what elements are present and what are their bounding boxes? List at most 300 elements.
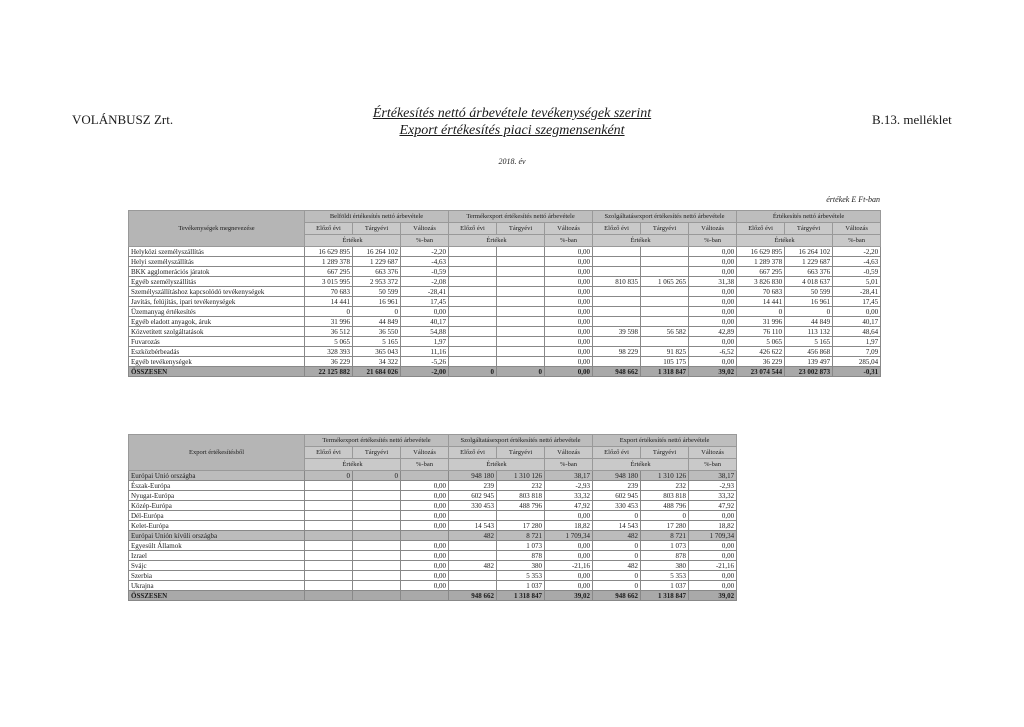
table-cell: 42,89	[689, 327, 737, 337]
table-cell: -2,20	[401, 247, 449, 257]
table-cell: 667 295	[305, 267, 353, 277]
percent-header: %-ban	[401, 235, 449, 247]
prev-year-header: Előző évi	[449, 223, 497, 235]
change-header: Változás	[401, 447, 449, 459]
row-label: Javítás, felújítás, ipari tevékenységek	[129, 297, 305, 307]
table-cell: 31 996	[305, 317, 353, 327]
table-row	[129, 297, 881, 307]
table-cell	[353, 571, 401, 581]
table1-group-header: Szolgáltatásexport értékesítés nettó árbevétele	[593, 211, 737, 223]
values-header: Értékek	[305, 235, 401, 247]
table-cell: 17,45	[833, 297, 881, 307]
prev-year-header: Előző évi	[305, 223, 353, 235]
table-cell: 1 709,34	[545, 531, 593, 541]
table-cell: -2,93	[689, 481, 737, 491]
table-cell: 482	[449, 561, 497, 571]
table-cell: 50 599	[785, 287, 833, 297]
row-label: Személyszállításhoz kapcsolódó tevékenységek	[129, 287, 305, 297]
table-cell: -28,41	[401, 287, 449, 297]
row-label: Európai Unió országba	[129, 471, 305, 481]
table-cell: 0,00	[545, 287, 593, 297]
table-cell: -21,16	[689, 561, 737, 571]
table-cell: 16 961	[353, 297, 401, 307]
table-row	[129, 317, 881, 327]
table-cell: 5 065	[737, 337, 785, 347]
current-year-header: Tárgyévi	[497, 447, 545, 459]
row-label: ÖSSZESEN	[129, 591, 305, 601]
prev-year-header: Előző évi	[737, 223, 785, 235]
table-cell: 0,00	[545, 257, 593, 267]
total-row	[129, 591, 737, 601]
table-cell: 285,04	[833, 357, 881, 367]
percent-header: %-ban	[545, 235, 593, 247]
table-cell: -5,26	[401, 357, 449, 367]
table-cell: 488 796	[497, 501, 545, 511]
table-cell: 0,00	[689, 297, 737, 307]
table-cell: 1 073	[641, 541, 689, 551]
table-cell	[641, 317, 689, 327]
table-cell	[449, 511, 497, 521]
table-cell: 0,00	[401, 581, 449, 591]
table-cell: 0,00	[689, 267, 737, 277]
table-cell	[593, 247, 641, 257]
table-cell	[497, 511, 545, 521]
table-cell: 39,02	[689, 367, 737, 377]
annex-label: B.13. melléklet	[872, 112, 952, 127]
row-label: Izrael	[129, 551, 305, 561]
row-label: Észak-Európa	[129, 481, 305, 491]
table-cell: 0,00	[545, 307, 593, 317]
table-cell	[497, 267, 545, 277]
table1-group-header: Belföldi értékesítés nettó árbevétele	[305, 211, 449, 223]
values-header: Értékek	[449, 459, 545, 471]
table-cell: -0,59	[401, 267, 449, 277]
table-cell	[353, 561, 401, 571]
table-cell: 0,00	[401, 571, 449, 581]
table-cell: 91 825	[641, 347, 689, 357]
table-cell	[449, 541, 497, 551]
activities-revenue-table	[128, 210, 881, 377]
table-cell: -2,93	[545, 481, 593, 491]
table-cell	[497, 357, 545, 367]
table-cell: 0	[785, 307, 833, 317]
table-cell	[497, 297, 545, 307]
table-cell	[305, 561, 353, 571]
table-cell: 482	[449, 531, 497, 541]
table-cell	[449, 571, 497, 581]
table-cell: 380	[641, 561, 689, 571]
table-cell	[449, 297, 497, 307]
table-cell: 0	[449, 367, 497, 377]
table-cell: 47,92	[689, 501, 737, 511]
table-cell	[305, 481, 353, 491]
table-cell: 0	[593, 551, 641, 561]
row-label: Európai Unión kívüli országba	[129, 531, 305, 541]
current-year-header: Tárgyévi	[641, 223, 689, 235]
table-cell: 0	[641, 511, 689, 521]
change-header: Változás	[545, 223, 593, 235]
table-cell: 0,00	[545, 297, 593, 307]
table-cell: 23 074 544	[737, 367, 785, 377]
table-cell	[593, 257, 641, 267]
table-cell: 0,00	[401, 541, 449, 551]
table-cell: -6,52	[689, 347, 737, 357]
table-cell: 139 497	[785, 357, 833, 367]
table-cell: 380	[497, 561, 545, 571]
unit-note: értékek E Ft-ban	[826, 195, 880, 204]
table-cell	[305, 521, 353, 531]
table-cell	[305, 501, 353, 511]
table-row	[129, 267, 881, 277]
document-subtitle: Export értékesítés piaci szegmensenként	[399, 123, 625, 138]
prev-year-header: Előző évi	[593, 223, 641, 235]
table-cell	[353, 531, 401, 541]
table-cell: 330 453	[593, 501, 641, 511]
table-cell	[497, 317, 545, 327]
row-label: Egyéb tevékenységek	[129, 357, 305, 367]
table-cell: 17 280	[497, 521, 545, 531]
table-cell	[593, 267, 641, 277]
table2-group-header: Termékexport értékesítés nettó árbevétele	[305, 435, 449, 447]
table-row	[129, 481, 737, 491]
table-cell	[497, 287, 545, 297]
table-cell: 0,00	[689, 357, 737, 367]
table-cell: -21,16	[545, 561, 593, 571]
table-cell: 948 180	[593, 471, 641, 481]
table-cell: 0,00	[689, 541, 737, 551]
table-cell: 40,17	[401, 317, 449, 327]
table-cell	[305, 541, 353, 551]
table-cell	[449, 287, 497, 297]
table-cell: 8 721	[641, 531, 689, 541]
table-cell: 1,97	[833, 337, 881, 347]
table-cell: 948 662	[593, 591, 641, 601]
table-cell: 0,00	[689, 511, 737, 521]
table-cell: 16 264 102	[785, 247, 833, 257]
table-cell: 0,00	[689, 257, 737, 267]
table-cell	[641, 297, 689, 307]
table-cell: 0,00	[689, 287, 737, 297]
table-cell: 18,82	[545, 521, 593, 531]
table-cell: 1 310 126	[641, 471, 689, 481]
row-label: Svájc	[129, 561, 305, 571]
change-header: Változás	[689, 447, 737, 459]
table-cell	[497, 347, 545, 357]
table-cell: 4 018 637	[785, 277, 833, 287]
table-cell	[401, 531, 449, 541]
table-row	[129, 521, 737, 531]
table-cell: -2,20	[833, 247, 881, 257]
table-cell	[305, 571, 353, 581]
total-row	[129, 367, 881, 377]
table-cell: 16 629 895	[305, 247, 353, 257]
table-cell: 1 318 847	[641, 591, 689, 601]
table-cell: 878	[497, 551, 545, 561]
table-cell: -28,41	[833, 287, 881, 297]
table-cell: 38,17	[545, 471, 593, 481]
table-cell	[353, 481, 401, 491]
table-row	[129, 581, 737, 591]
table-cell	[449, 327, 497, 337]
table-row	[129, 277, 881, 287]
table-cell: 36 550	[353, 327, 401, 337]
table-cell: 39 598	[593, 327, 641, 337]
row-label: Egyéb személyszállítás	[129, 277, 305, 287]
table-cell: 1 289 378	[737, 257, 785, 267]
table-cell: 456 868	[785, 347, 833, 357]
table-cell: 8 721	[497, 531, 545, 541]
table-cell: 232	[641, 481, 689, 491]
table-cell	[353, 551, 401, 561]
table-cell: 0,00	[401, 491, 449, 501]
table-row	[129, 511, 737, 521]
prev-year-header: Előző évi	[305, 447, 353, 459]
table-cell: 5,01	[833, 277, 881, 287]
table-row	[129, 337, 881, 347]
table-row	[129, 571, 737, 581]
table-cell	[449, 307, 497, 317]
table-cell: 0,00	[545, 347, 593, 357]
row-label: Dél-Európa	[129, 511, 305, 521]
table-cell	[497, 307, 545, 317]
table-cell: 36 229	[737, 357, 785, 367]
table-cell: 0	[593, 541, 641, 551]
table-cell: 1 229 687	[353, 257, 401, 267]
table-cell: 1 037	[641, 581, 689, 591]
table-cell: 803 818	[497, 491, 545, 501]
table-cell: 0	[497, 367, 545, 377]
table-cell: 23 002 873	[785, 367, 833, 377]
percent-header: %-ban	[401, 459, 449, 471]
table-cell: 7,09	[833, 347, 881, 357]
table-cell	[305, 491, 353, 501]
table-cell	[449, 337, 497, 347]
percent-header: %-ban	[689, 459, 737, 471]
table-cell: 14 543	[593, 521, 641, 531]
table-cell: 56 582	[641, 327, 689, 337]
table-cell: 0	[353, 307, 401, 317]
table-cell: 0	[305, 307, 353, 317]
table-row	[129, 551, 737, 561]
table-row	[129, 257, 881, 267]
table-cell: 0	[737, 307, 785, 317]
table-cell	[305, 581, 353, 591]
table-cell: 14 441	[305, 297, 353, 307]
table-cell: 14 441	[737, 297, 785, 307]
prev-year-header: Előző évi	[449, 447, 497, 459]
table-cell	[497, 257, 545, 267]
values-header: Értékek	[737, 235, 833, 247]
table-cell	[305, 531, 353, 541]
table-cell: 365 043	[353, 347, 401, 357]
table-row	[129, 541, 737, 551]
table-row	[129, 327, 881, 337]
table-cell: 1 229 687	[785, 257, 833, 267]
table-cell	[449, 317, 497, 327]
table-cell: 0,00	[833, 307, 881, 317]
table-cell: 17,45	[401, 297, 449, 307]
table-cell: 0,00	[401, 481, 449, 491]
table-cell: 34 322	[353, 357, 401, 367]
values-header: Értékek	[593, 235, 689, 247]
table-cell: 0	[593, 511, 641, 521]
table-cell: 70 683	[737, 287, 785, 297]
table-cell: 21 684 026	[353, 367, 401, 377]
table-cell: 0,00	[689, 307, 737, 317]
table-cell: 0,00	[545, 357, 593, 367]
table-cell: 0,00	[545, 367, 593, 377]
document-title: Értékesítés nettó árbevétele tevékenységek szerint	[372, 106, 652, 121]
table-cell: 0,00	[545, 247, 593, 257]
table-row	[129, 491, 737, 501]
table2-header	[129, 435, 737, 471]
table-cell: 0,00	[689, 551, 737, 561]
table-cell	[449, 581, 497, 591]
table-cell: 16 264 102	[353, 247, 401, 257]
table-cell: 113 132	[785, 327, 833, 337]
table-cell: 0,00	[545, 541, 593, 551]
table-cell	[305, 511, 353, 521]
table-cell	[641, 307, 689, 317]
table-cell: -2,08	[401, 277, 449, 287]
table-row	[129, 357, 881, 367]
table-cell	[641, 267, 689, 277]
table-cell: 0,00	[689, 247, 737, 257]
table-cell	[353, 501, 401, 511]
table-cell	[593, 287, 641, 297]
table-cell: -0,59	[833, 267, 881, 277]
table-cell	[497, 337, 545, 347]
table2-group-header: Export értékesítés nettó árbevétele	[593, 435, 737, 447]
table-cell	[353, 491, 401, 501]
table-cell: 1 318 847	[497, 591, 545, 601]
table-cell	[641, 287, 689, 297]
row-label: Nyugat-Európa	[129, 491, 305, 501]
table-cell	[641, 247, 689, 257]
table-cell: 0,00	[545, 551, 593, 561]
current-year-header: Tárgyévi	[497, 223, 545, 235]
table-cell: 1 310 126	[497, 471, 545, 481]
table-cell	[305, 551, 353, 561]
row-label: ÖSSZESEN	[129, 367, 305, 377]
current-year-header: Tárgyévi	[353, 223, 401, 235]
table-cell: 22 125 882	[305, 367, 353, 377]
table2-body	[129, 471, 737, 601]
table-cell: 16 629 895	[737, 247, 785, 257]
table-cell: 105 175	[641, 357, 689, 367]
table-cell: 39,02	[689, 591, 737, 601]
table-cell: 948 662	[449, 591, 497, 601]
table-cell: 2 953 372	[353, 277, 401, 287]
table-cell: 1 289 378	[305, 257, 353, 267]
table-cell: 0	[593, 581, 641, 591]
table-cell	[593, 297, 641, 307]
row-label: Közép-Európa	[129, 501, 305, 511]
table-cell	[449, 551, 497, 561]
table-cell: 0,00	[545, 317, 593, 327]
row-label: Helyi személyszállítás	[129, 257, 305, 267]
table-cell: 33,32	[545, 491, 593, 501]
table-cell: 5 165	[785, 337, 833, 347]
table-row	[129, 347, 881, 357]
prev-year-header: Előző évi	[593, 447, 641, 459]
table-cell	[353, 541, 401, 551]
table-cell: 0	[353, 471, 401, 481]
table2-group-header: Szolgáltatásexport értékesítés nettó árbevétele	[449, 435, 593, 447]
table-cell: 482	[593, 531, 641, 541]
table-cell: 0,00	[689, 317, 737, 327]
table-cell	[353, 521, 401, 531]
table-cell: 0,00	[689, 337, 737, 347]
table-cell: -0,31	[833, 367, 881, 377]
table-cell: 5 065	[305, 337, 353, 347]
current-year-header: Tárgyévi	[785, 223, 833, 235]
table-cell: 0,00	[545, 571, 593, 581]
row-label: Eszközbérbeadás	[129, 347, 305, 357]
table-cell	[641, 257, 689, 267]
table-cell: 663 376	[785, 267, 833, 277]
table-cell: 948 662	[593, 367, 641, 377]
table-cell: 328 393	[305, 347, 353, 357]
table-cell: 330 453	[449, 501, 497, 511]
table-cell: 602 945	[593, 491, 641, 501]
table-cell: 76 110	[737, 327, 785, 337]
table-cell: 0	[593, 571, 641, 581]
row-label: BKK agglomerációs járatok	[129, 267, 305, 277]
table-cell: 0,00	[401, 561, 449, 571]
table-cell: 1 318 847	[641, 367, 689, 377]
table-cell: 31 996	[737, 317, 785, 327]
table-cell: 0,00	[545, 581, 593, 591]
table-cell: -4,63	[401, 257, 449, 267]
table-cell: 36 229	[305, 357, 353, 367]
change-header: Változás	[545, 447, 593, 459]
table-cell: 5 353	[641, 571, 689, 581]
table-cell: 31,38	[689, 277, 737, 287]
percent-header: %-ban	[545, 459, 593, 471]
table-cell	[449, 277, 497, 287]
export-segments-table	[128, 434, 737, 601]
table-cell: 17 280	[641, 521, 689, 531]
report-year: 2018. év	[498, 157, 526, 166]
table-row	[129, 561, 737, 571]
table-cell	[353, 511, 401, 521]
table-row	[129, 307, 881, 317]
table-cell: 0,00	[689, 581, 737, 591]
table-cell: 54,88	[401, 327, 449, 337]
table-cell: 0	[305, 471, 353, 481]
table-cell: 47,92	[545, 501, 593, 511]
current-year-header: Tárgyévi	[353, 447, 401, 459]
table-cell: 803 818	[641, 491, 689, 501]
table-cell: 239	[449, 481, 497, 491]
table-cell	[593, 307, 641, 317]
table-cell: 0,00	[545, 277, 593, 287]
values-header: Értékek	[593, 459, 689, 471]
table1-group-header: Értékesítés nettó árbevétele	[737, 211, 881, 223]
table-cell: 878	[641, 551, 689, 561]
table1-body	[129, 247, 881, 377]
table-cell: -2,00	[401, 367, 449, 377]
table1-row-header: Tevékenységek megnevezése	[129, 211, 305, 247]
table-cell: 948 180	[449, 471, 497, 481]
table-cell: 810 835	[593, 277, 641, 287]
table-cell	[593, 357, 641, 367]
table-cell: 0,00	[401, 551, 449, 561]
table-cell: 602 945	[449, 491, 497, 501]
table-cell: 70 683	[305, 287, 353, 297]
row-label: Üzemanyag értékesítés	[129, 307, 305, 317]
